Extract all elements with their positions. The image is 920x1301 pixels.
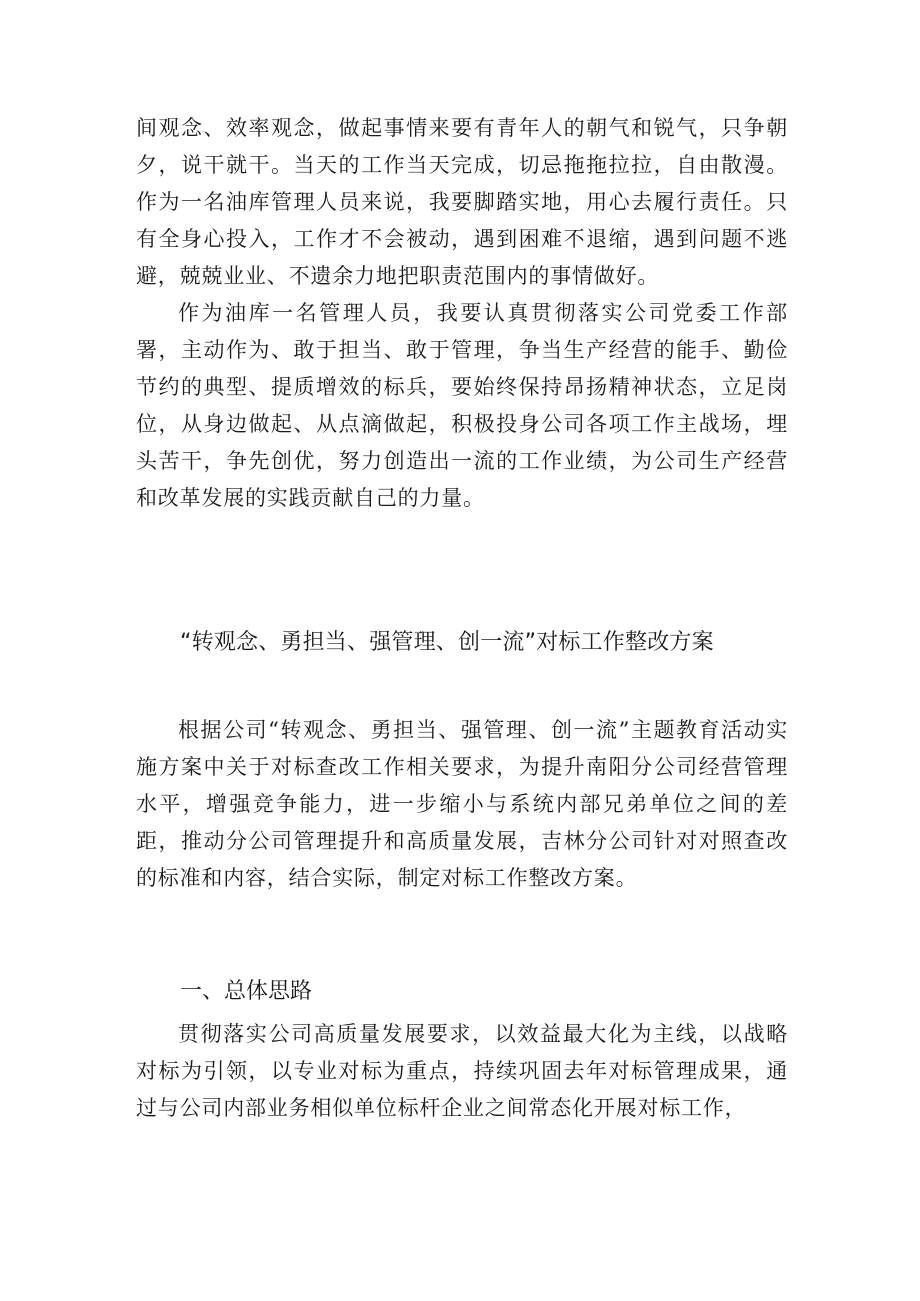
paragraph-continued: 间观念、效率观念，做起事情来要有青年人的朝气和锐气，只争朝夕，说干就干。当天的工作当天完成，切忌拖拖拉拉，自由散漫。作为一名油库管理人员来说，我要脚踏实地，用心去履行责任。只有全身心投入，工作才不会被动，遇到困难不退缩，遇到问题不逃避，兢兢业业、不遗余力地把职责范围内的事情做好。 (136, 116, 788, 288)
section-heading-overall-approach: 一、总体思路 (180, 979, 313, 1004)
paragraph-overall-approach: 贯彻落实公司高质量发展要求，以效益最大化为主线，以战略对标为引领，以专业对标为重点，持续巩固去年对标管理成果，通过与公司内部业务相似单位标杆企业之间常态化开展对标工作， (136, 1022, 788, 1120)
paragraph-intro: 根据公司“转观念、勇担当、强管理、创一流”主题教育活动实施方案中关于对标查改工作相关要求，为提升南阳分公司经营管理水平，增强竞争能力，进一步缩小与系统内部兄弟单位之间的差距，推动分公司管理提升和高质量发展，吉林分公司针对对照查改的标准和内容，结合实际，制定对标工作整改方案。 (136, 718, 788, 890)
document-title: “转观念、勇担当、强管理、创一流”对标工作整改方案 (180, 630, 714, 655)
paragraph-commitment: 作为油库一名管理人员，我要认真贯彻落实公司党委工作部署，主动作为、敢于担当、敢于管理，争当生产经营的能手、勤俭节约的典型、提质增效的标兵，要始终保持昂扬精神状态，立足岗位，从身边做起、从点滴做起，积极投身公司各项工作主战场，埋头苦干，争先创优，努力创造出一流的工作业绩，为公司生产经营和改革发展的实践贡献自己的力量。 (136, 301, 788, 510)
